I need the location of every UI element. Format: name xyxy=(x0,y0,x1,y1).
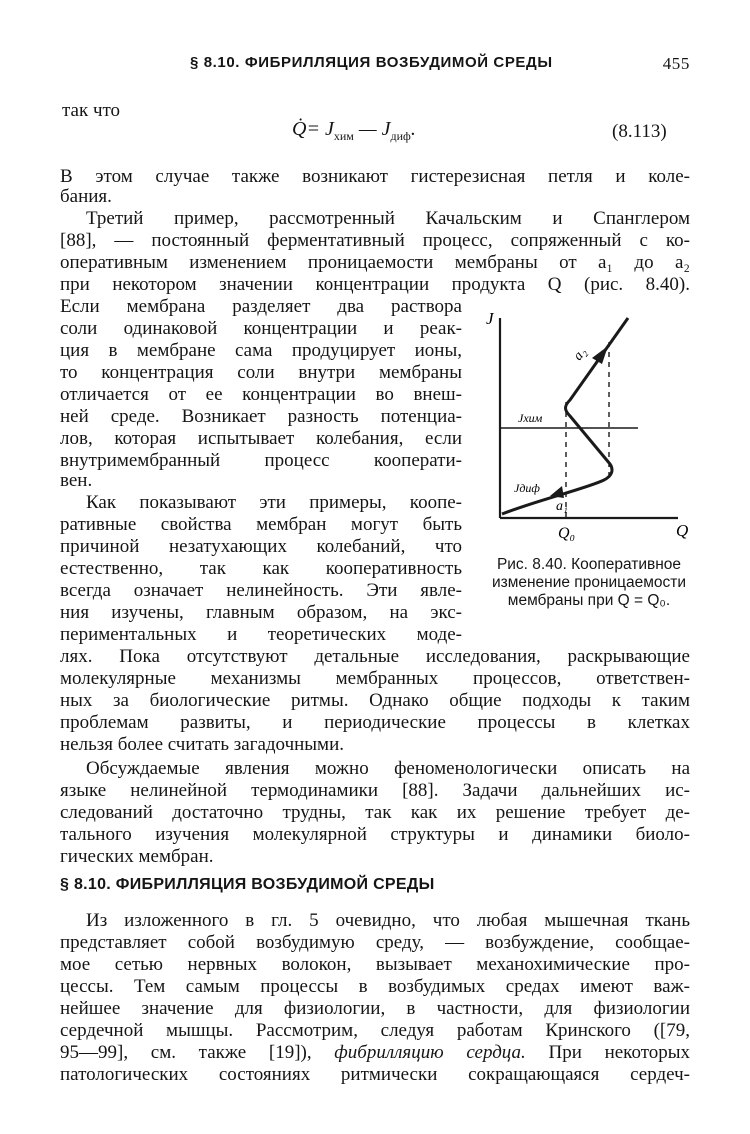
p3-line-11: проблемам развиты, и периодические процессы в клетках xyxy=(60,712,690,733)
p4-line-5: гических мембран. xyxy=(60,846,214,867)
equation-sub-1: хим xyxy=(333,129,354,143)
p3-line-12: нельзя более считать загадочными. xyxy=(60,734,344,755)
page-number: 455 xyxy=(662,54,690,73)
p2-line-6: соли одинаковой концентрации и реак- xyxy=(60,318,462,339)
p2-line-8: то концентрация соли внутри мембраны xyxy=(60,362,462,383)
p5-line-7-emphasis: фибрилляцию сердца. xyxy=(334,1042,526,1063)
p2-line-3: оперативным изменением проницаемости мембраны от a₁ до a₂ xyxy=(60,252,690,273)
jdif-label: Jдиф xyxy=(514,481,540,495)
p5-line-8: патологических состояниях ритмически сокращающаяся сердеч- xyxy=(60,1064,690,1085)
equation-rhs-1: = J xyxy=(306,118,334,140)
p5-line-6: сердечной мышцы. Рассмотрим, следуя работам Кринского ([79, xyxy=(60,1020,690,1041)
p5-line-7-part-a: 95—99], см. также [19]), xyxy=(60,1042,312,1063)
p1-line-1: В этом случае также возникают гистерезисная петля и коле- xyxy=(60,166,690,187)
section-heading: § 8.10. ФИБРИЛЛЯЦИЯ ВОЗБУДИМОЙ СРЕДЫ xyxy=(60,876,435,893)
p2-line-4: при некотором значении концентрации продукта Q (рис. 8.40). xyxy=(60,274,690,295)
a1-label: a₁ xyxy=(556,499,568,514)
equation-sub-2: диф xyxy=(390,129,411,143)
p2-line-11: лов, которая испытывает колебания, если xyxy=(60,428,462,449)
p4-line-2: языке нелинейной термодинамики [88]. Задачи дальнейших ис- xyxy=(60,780,690,801)
equation-lhs: Q̇ xyxy=(292,118,307,140)
p3-line-7: периментальных и теоретических моде- xyxy=(60,624,462,645)
p5-line-1: Из изложенного в гл. 5 очевидно, что любая мышечная ткань xyxy=(86,910,690,931)
arrow-a2 xyxy=(592,346,608,364)
p3-line-6: ния изучены, главным образом, на экс- xyxy=(60,602,462,623)
intro-text: так что xyxy=(62,100,121,121)
caption-line-3: мембраны при Q = Q₀. xyxy=(507,592,671,609)
a2-label: a₂ xyxy=(570,344,590,364)
p3-line-9: молекулярные механизмы мембранных процессов, ответствен- xyxy=(60,668,690,689)
p3-line-3: причиной незатухающих колебаний, что xyxy=(60,536,462,557)
p2-line-12: внутримембранный процесс кооперати- xyxy=(60,450,462,471)
p3-line-5: всегда означает нелинейность. Эти явле- xyxy=(60,580,462,601)
equation-number: (8.113) xyxy=(612,121,667,142)
p4-line-3: следований достаточно трудны, так как их решение требует де- xyxy=(60,802,690,823)
jchem-label: Jхим xyxy=(518,411,543,425)
running-title: § 8.10. ФИБРИЛЛЯЦИЯ ВОЗБУДИМОЙ СРЕДЫ xyxy=(190,54,553,71)
caption-line-1: Рис. 8.40. Кооперативное xyxy=(496,556,682,573)
p5-line-2: представляет собой возбудимую среду, — возбуждение, сообщае- xyxy=(60,932,690,953)
p2-line-10: ней среде. Возникает разность потенциа- xyxy=(60,406,462,427)
p5-line-7-part-b: При некоторых xyxy=(548,1042,691,1063)
equation-minus: — J xyxy=(353,118,391,140)
p2-line-7: ция в мембране сама продуцирует ионы, xyxy=(60,340,462,361)
p3-line-2: ративные свойства мембран могут быть xyxy=(60,514,462,535)
running-header xyxy=(190,54,690,71)
p4-line-1: Обсуждаемые явления можно феноменологически описать на xyxy=(86,758,690,779)
p5-line-3: мое сетью нервных волокон, вызывает механохимические про- xyxy=(60,954,690,975)
p3-line-1: Как показывают эти примеры, коопе- xyxy=(86,492,462,513)
arrow-a1 xyxy=(550,486,564,498)
caption-line-2: изменение проницаемости xyxy=(491,574,687,591)
p3-line-10: ных за биологические ритмы. Однако общие подходы к таким xyxy=(60,690,690,711)
p2-line-1: Третий пример, рассмотренный Качальским и Спанглером xyxy=(86,208,690,229)
p3-line-8: лях. Пока отсутствуют детальные исследования, раскрывающие xyxy=(60,646,690,667)
q0-label: Q₀ xyxy=(558,525,576,542)
p2-line-13: вен. xyxy=(60,470,93,491)
p5-line-7 xyxy=(60,1042,690,1064)
equation-end: . xyxy=(410,118,416,140)
p2-line-9: отличается от ее концентрации во внеш- xyxy=(60,384,462,405)
y-axis-label: J xyxy=(486,309,494,328)
equation-8-113 xyxy=(292,118,416,144)
p5-line-5: нейшее значение для физиологии, в частности, для физиологии xyxy=(60,998,690,1019)
p4-line-4: тального изучения молекулярной структуры и динамики биоло- xyxy=(60,824,690,845)
figure-8-40 xyxy=(478,300,700,546)
x-axis-label: Q xyxy=(676,521,689,540)
p5-line-4: цессы. Тем самым процессы в возбудимых средах имеют важ- xyxy=(60,976,690,997)
figure-caption xyxy=(478,556,700,610)
p2-line-5: Если мембрана разделяет два раствора xyxy=(60,296,462,317)
p2-line-2: [88], — постоянный ферментативный процесс, сопряженный с ко- xyxy=(60,230,690,251)
p1-line-2: бания. xyxy=(60,186,112,207)
p3-line-4: естественно, так как кооперативность xyxy=(60,558,462,579)
